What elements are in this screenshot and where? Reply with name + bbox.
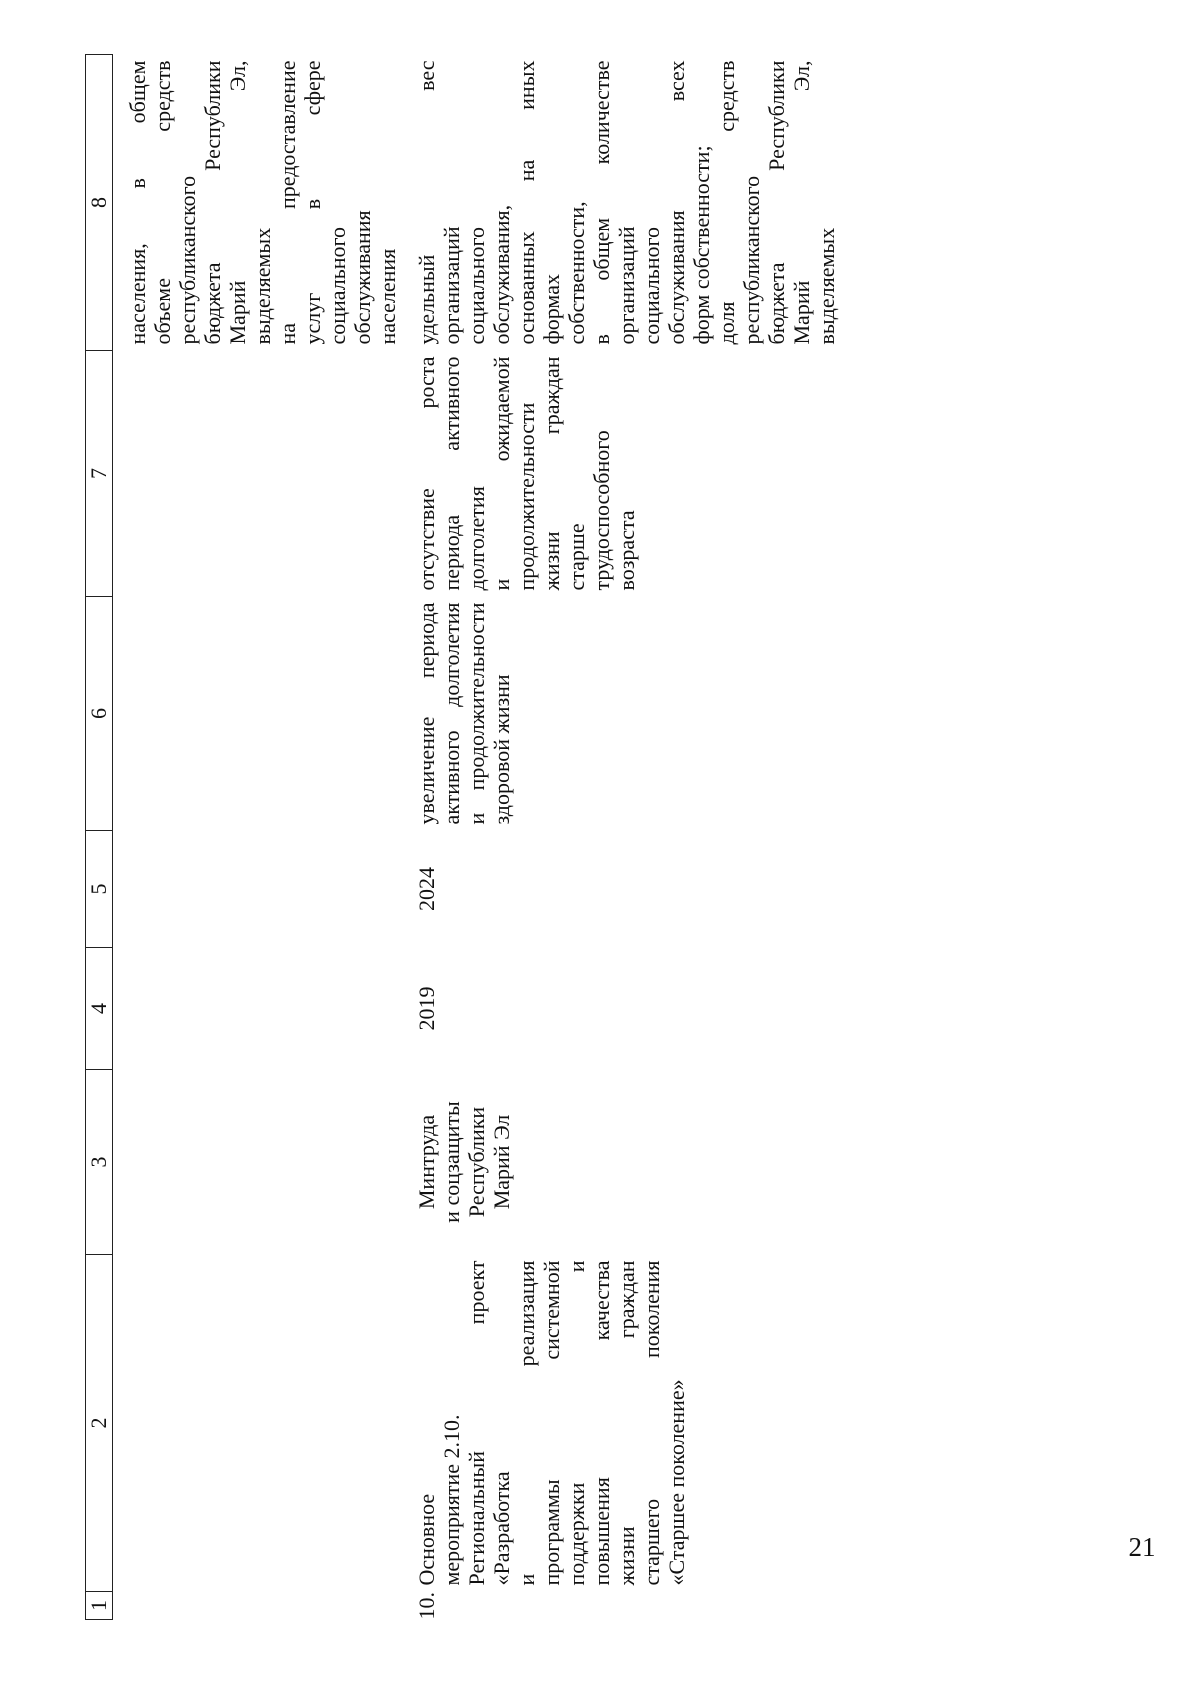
cell-line: и реализация — [514, 1260, 539, 1586]
cell-line: обслуживания всех — [664, 60, 689, 345]
cell-empty — [113, 351, 405, 597]
cell-line: повышения качества — [589, 1260, 614, 1586]
header-col-3: 3 — [86, 1070, 113, 1255]
cell-line: Основное — [414, 1493, 439, 1586]
cell-line: и ожидаемой — [489, 356, 514, 591]
row-number: 10. — [414, 1592, 439, 1620]
cell-line: выделяемых — [814, 227, 839, 345]
cell-line: собственности, — [564, 201, 589, 345]
header-col-2: 2 — [86, 1255, 113, 1592]
cell-line: жизни граждан — [539, 356, 564, 591]
end-year-cell: 2024 — [414, 867, 439, 911]
continuation-indicator-cell — [113, 55, 405, 351]
cell-line: и продолжительности — [464, 602, 489, 825]
header-row — [86, 55, 113, 1620]
consequences-cell — [404, 351, 843, 597]
cell-line: республиканского — [739, 175, 764, 345]
cell-line: активного долголетия — [439, 602, 464, 825]
cell-line: форм собственности; — [689, 145, 714, 345]
cell-line: старшего поколения — [639, 1260, 664, 1586]
cell-line: доля средств — [714, 60, 739, 345]
table-row-10 — [404, 55, 843, 1620]
page-number: 21 — [1128, 1532, 1156, 1562]
cell-empty — [113, 948, 405, 1070]
header-col-4: 4 — [86, 948, 113, 1070]
cell-line: в общем количестве — [589, 60, 614, 345]
cell-line: мероприятие 2.10. — [439, 1414, 464, 1586]
cell-line: продолжительности — [514, 402, 539, 591]
program-measures-table — [85, 54, 843, 1620]
cell-line: услуг в сфере — [300, 60, 325, 345]
cell-line: населения, в общем — [125, 60, 150, 345]
cell-line: отсутствие роста — [414, 356, 439, 591]
cell-line: бюджета Республики — [764, 60, 789, 345]
cell-line: объеме средств — [150, 60, 175, 345]
cell-empty — [113, 1070, 405, 1255]
cell-line: обслуживания, — [489, 204, 514, 345]
expected-result-cell — [404, 597, 843, 831]
responsible-executor-cell — [404, 1070, 843, 1255]
cell-line: республиканского — [175, 175, 200, 345]
cell-line: трудоспособного — [589, 430, 614, 591]
cell-line: социального — [325, 226, 350, 345]
cell-line: населения — [375, 248, 400, 345]
cell-line: возраста — [614, 510, 639, 591]
cell-line: социального — [639, 226, 664, 345]
cell-line: увеличение периода — [414, 602, 439, 825]
header-col-6: 6 — [86, 597, 113, 831]
header-col-8: 8 — [86, 55, 113, 351]
cell-empty — [113, 1255, 405, 1592]
cell-line: жизни граждан — [614, 1260, 639, 1586]
cell-line: «Разработка — [489, 1471, 514, 1586]
cell-line: основанных на иных — [514, 60, 539, 345]
header-col-7: 7 — [86, 351, 113, 597]
cell-line: социального — [464, 226, 489, 345]
cell-line: программы системной — [539, 1260, 564, 1586]
cell-line: «Старшее поколение» — [664, 1379, 689, 1586]
cell-line: организаций — [614, 226, 639, 345]
cell-line: здоровой жизни — [489, 674, 514, 825]
cell-empty — [113, 1592, 405, 1620]
cell-line: старше — [564, 523, 589, 591]
start-year-cell: 2019 — [414, 986, 439, 1031]
cell-line: Минтруда — [414, 1114, 439, 1210]
cell-empty — [113, 597, 405, 831]
cell-line: Республики — [464, 1106, 489, 1218]
cell-line: Марий Эл — [489, 1114, 514, 1210]
cell-line: периода активного — [439, 356, 464, 591]
cell-line: формах — [539, 274, 564, 345]
cell-line: организаций — [439, 226, 464, 345]
cell-line: долголетия — [464, 486, 489, 591]
cell-line: обслуживания — [350, 210, 375, 345]
cell-line: Региональный проект — [464, 1260, 489, 1586]
table-row-continuation — [113, 55, 405, 1620]
cell-line: бюджета Республики — [200, 60, 225, 345]
cell-line: Марий Эл, — [225, 60, 250, 345]
cell-line: и соцзащиты — [439, 1101, 464, 1223]
cell-line: удельный вес — [414, 60, 439, 345]
indicators-cell — [404, 55, 843, 351]
measure-name-cell — [404, 1255, 843, 1592]
cell-line: Марий Эл, — [789, 60, 814, 345]
cell-line: на предоставление — [275, 60, 300, 345]
cell-empty — [113, 831, 405, 948]
cell-line: выделяемых — [250, 227, 275, 345]
header-col-5: 5 — [86, 831, 113, 948]
cell-line: поддержки и — [564, 1260, 589, 1586]
header-col-1: 1 — [86, 1592, 113, 1620]
